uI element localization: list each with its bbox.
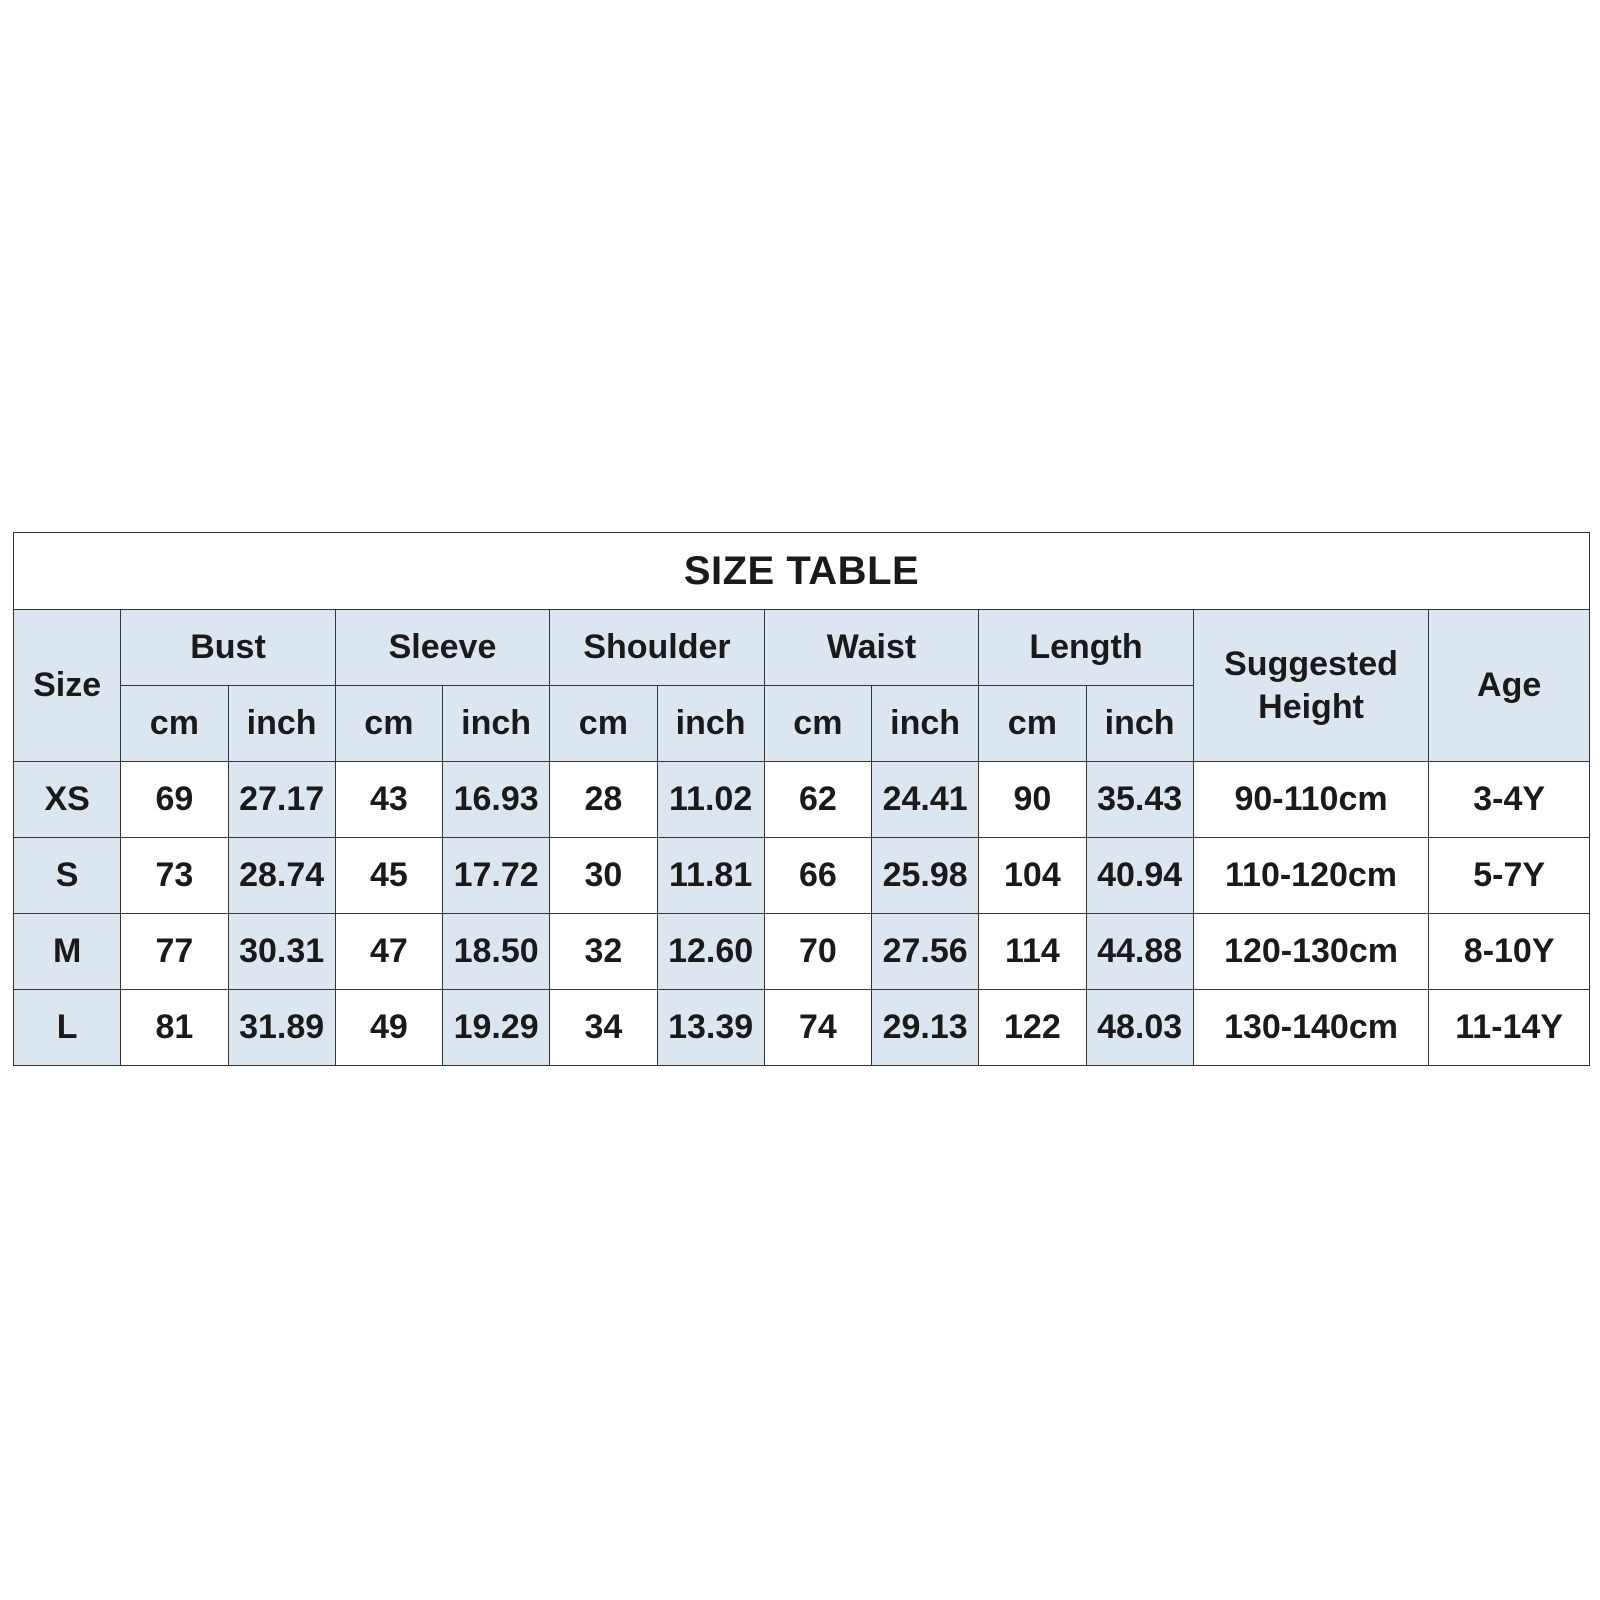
cell-suggested-height: 130-140cm (1193, 990, 1429, 1066)
cell-shoulder-cm: 34 (550, 990, 657, 1066)
unit-bust-cm: cm (121, 686, 228, 762)
cell-shoulder-cm: 30 (550, 838, 657, 914)
cell-shoulder-inch: 13.39 (657, 990, 764, 1066)
header-suggested-height-line2: Height (1258, 687, 1364, 726)
cell-sleeve-inch: 16.93 (443, 762, 550, 838)
cell-sleeve-cm: 49 (335, 990, 442, 1066)
cell-waist-cm: 70 (764, 914, 871, 990)
cell-waist-cm: 74 (764, 990, 871, 1066)
header-length: Length (979, 610, 1194, 686)
cell-age: 3-4Y (1429, 762, 1590, 838)
cell-waist-inch: 25.98 (872, 838, 979, 914)
cell-age: 8-10Y (1429, 914, 1590, 990)
size-table-container (13, 532, 1590, 1066)
cell-sleeve-cm: 45 (335, 838, 442, 914)
table-row-xs (14, 762, 1590, 838)
cell-sleeve-cm: 47 (335, 914, 442, 990)
unit-sleeve-inch: inch (443, 686, 550, 762)
unit-sleeve-cm: cm (335, 686, 442, 762)
table-row-l (14, 990, 1590, 1066)
header-shoulder: Shoulder (550, 610, 765, 686)
cell-length-inch: 44.88 (1086, 914, 1193, 990)
cell-bust-inch: 30.31 (228, 914, 335, 990)
cell-bust-cm: 77 (121, 914, 228, 990)
header-sleeve: Sleeve (335, 610, 550, 686)
cell-bust-inch: 31.89 (228, 990, 335, 1066)
cell-bust-cm: 69 (121, 762, 228, 838)
header-size: Size (14, 610, 121, 762)
cell-bust-inch: 27.17 (228, 762, 335, 838)
cell-sleeve-inch: 17.72 (443, 838, 550, 914)
table-title: SIZE TABLE (14, 533, 1590, 610)
cell-length-inch: 35.43 (1086, 762, 1193, 838)
cell-waist-cm: 62 (764, 762, 871, 838)
size-table (13, 532, 1590, 1066)
cell-length-cm: 114 (979, 914, 1086, 990)
cell-shoulder-inch: 11.81 (657, 838, 764, 914)
header-waist: Waist (764, 610, 979, 686)
cell-size: XS (14, 762, 121, 838)
cell-waist-inch: 29.13 (872, 990, 979, 1066)
header-bust: Bust (121, 610, 336, 686)
cell-shoulder-inch: 11.02 (657, 762, 764, 838)
cell-length-cm: 104 (979, 838, 1086, 914)
header-suggested-height (1193, 610, 1429, 762)
unit-waist-cm: cm (764, 686, 871, 762)
cell-sleeve-cm: 43 (335, 762, 442, 838)
cell-age: 5-7Y (1429, 838, 1590, 914)
header-age: Age (1429, 610, 1590, 762)
unit-bust-inch: inch (228, 686, 335, 762)
unit-waist-inch: inch (872, 686, 979, 762)
cell-shoulder-cm: 28 (550, 762, 657, 838)
table-row-s (14, 838, 1590, 914)
cell-bust-cm: 81 (121, 990, 228, 1066)
cell-length-cm: 122 (979, 990, 1086, 1066)
cell-size: L (14, 990, 121, 1066)
cell-shoulder-inch: 12.60 (657, 914, 764, 990)
cell-waist-inch: 27.56 (872, 914, 979, 990)
unit-length-inch: inch (1086, 686, 1193, 762)
cell-size: M (14, 914, 121, 990)
cell-bust-inch: 28.74 (228, 838, 335, 914)
unit-shoulder-cm: cm (550, 686, 657, 762)
unit-shoulder-inch: inch (657, 686, 764, 762)
cell-suggested-height: 110-120cm (1193, 838, 1429, 914)
cell-length-inch: 40.94 (1086, 838, 1193, 914)
header-suggested-height-line1: Suggested (1224, 645, 1398, 683)
cell-length-cm: 90 (979, 762, 1086, 838)
cell-age: 11-14Y (1429, 990, 1590, 1066)
cell-sleeve-inch: 19.29 (443, 990, 550, 1066)
table-row-m (14, 914, 1590, 990)
cell-bust-cm: 73 (121, 838, 228, 914)
cell-length-inch: 48.03 (1086, 990, 1193, 1066)
cell-waist-cm: 66 (764, 838, 871, 914)
cell-waist-inch: 24.41 (872, 762, 979, 838)
cell-suggested-height: 90-110cm (1193, 762, 1429, 838)
cell-suggested-height: 120-130cm (1193, 914, 1429, 990)
cell-size: S (14, 838, 121, 914)
unit-length-cm: cm (979, 686, 1086, 762)
cell-shoulder-cm: 32 (550, 914, 657, 990)
cell-sleeve-inch: 18.50 (443, 914, 550, 990)
